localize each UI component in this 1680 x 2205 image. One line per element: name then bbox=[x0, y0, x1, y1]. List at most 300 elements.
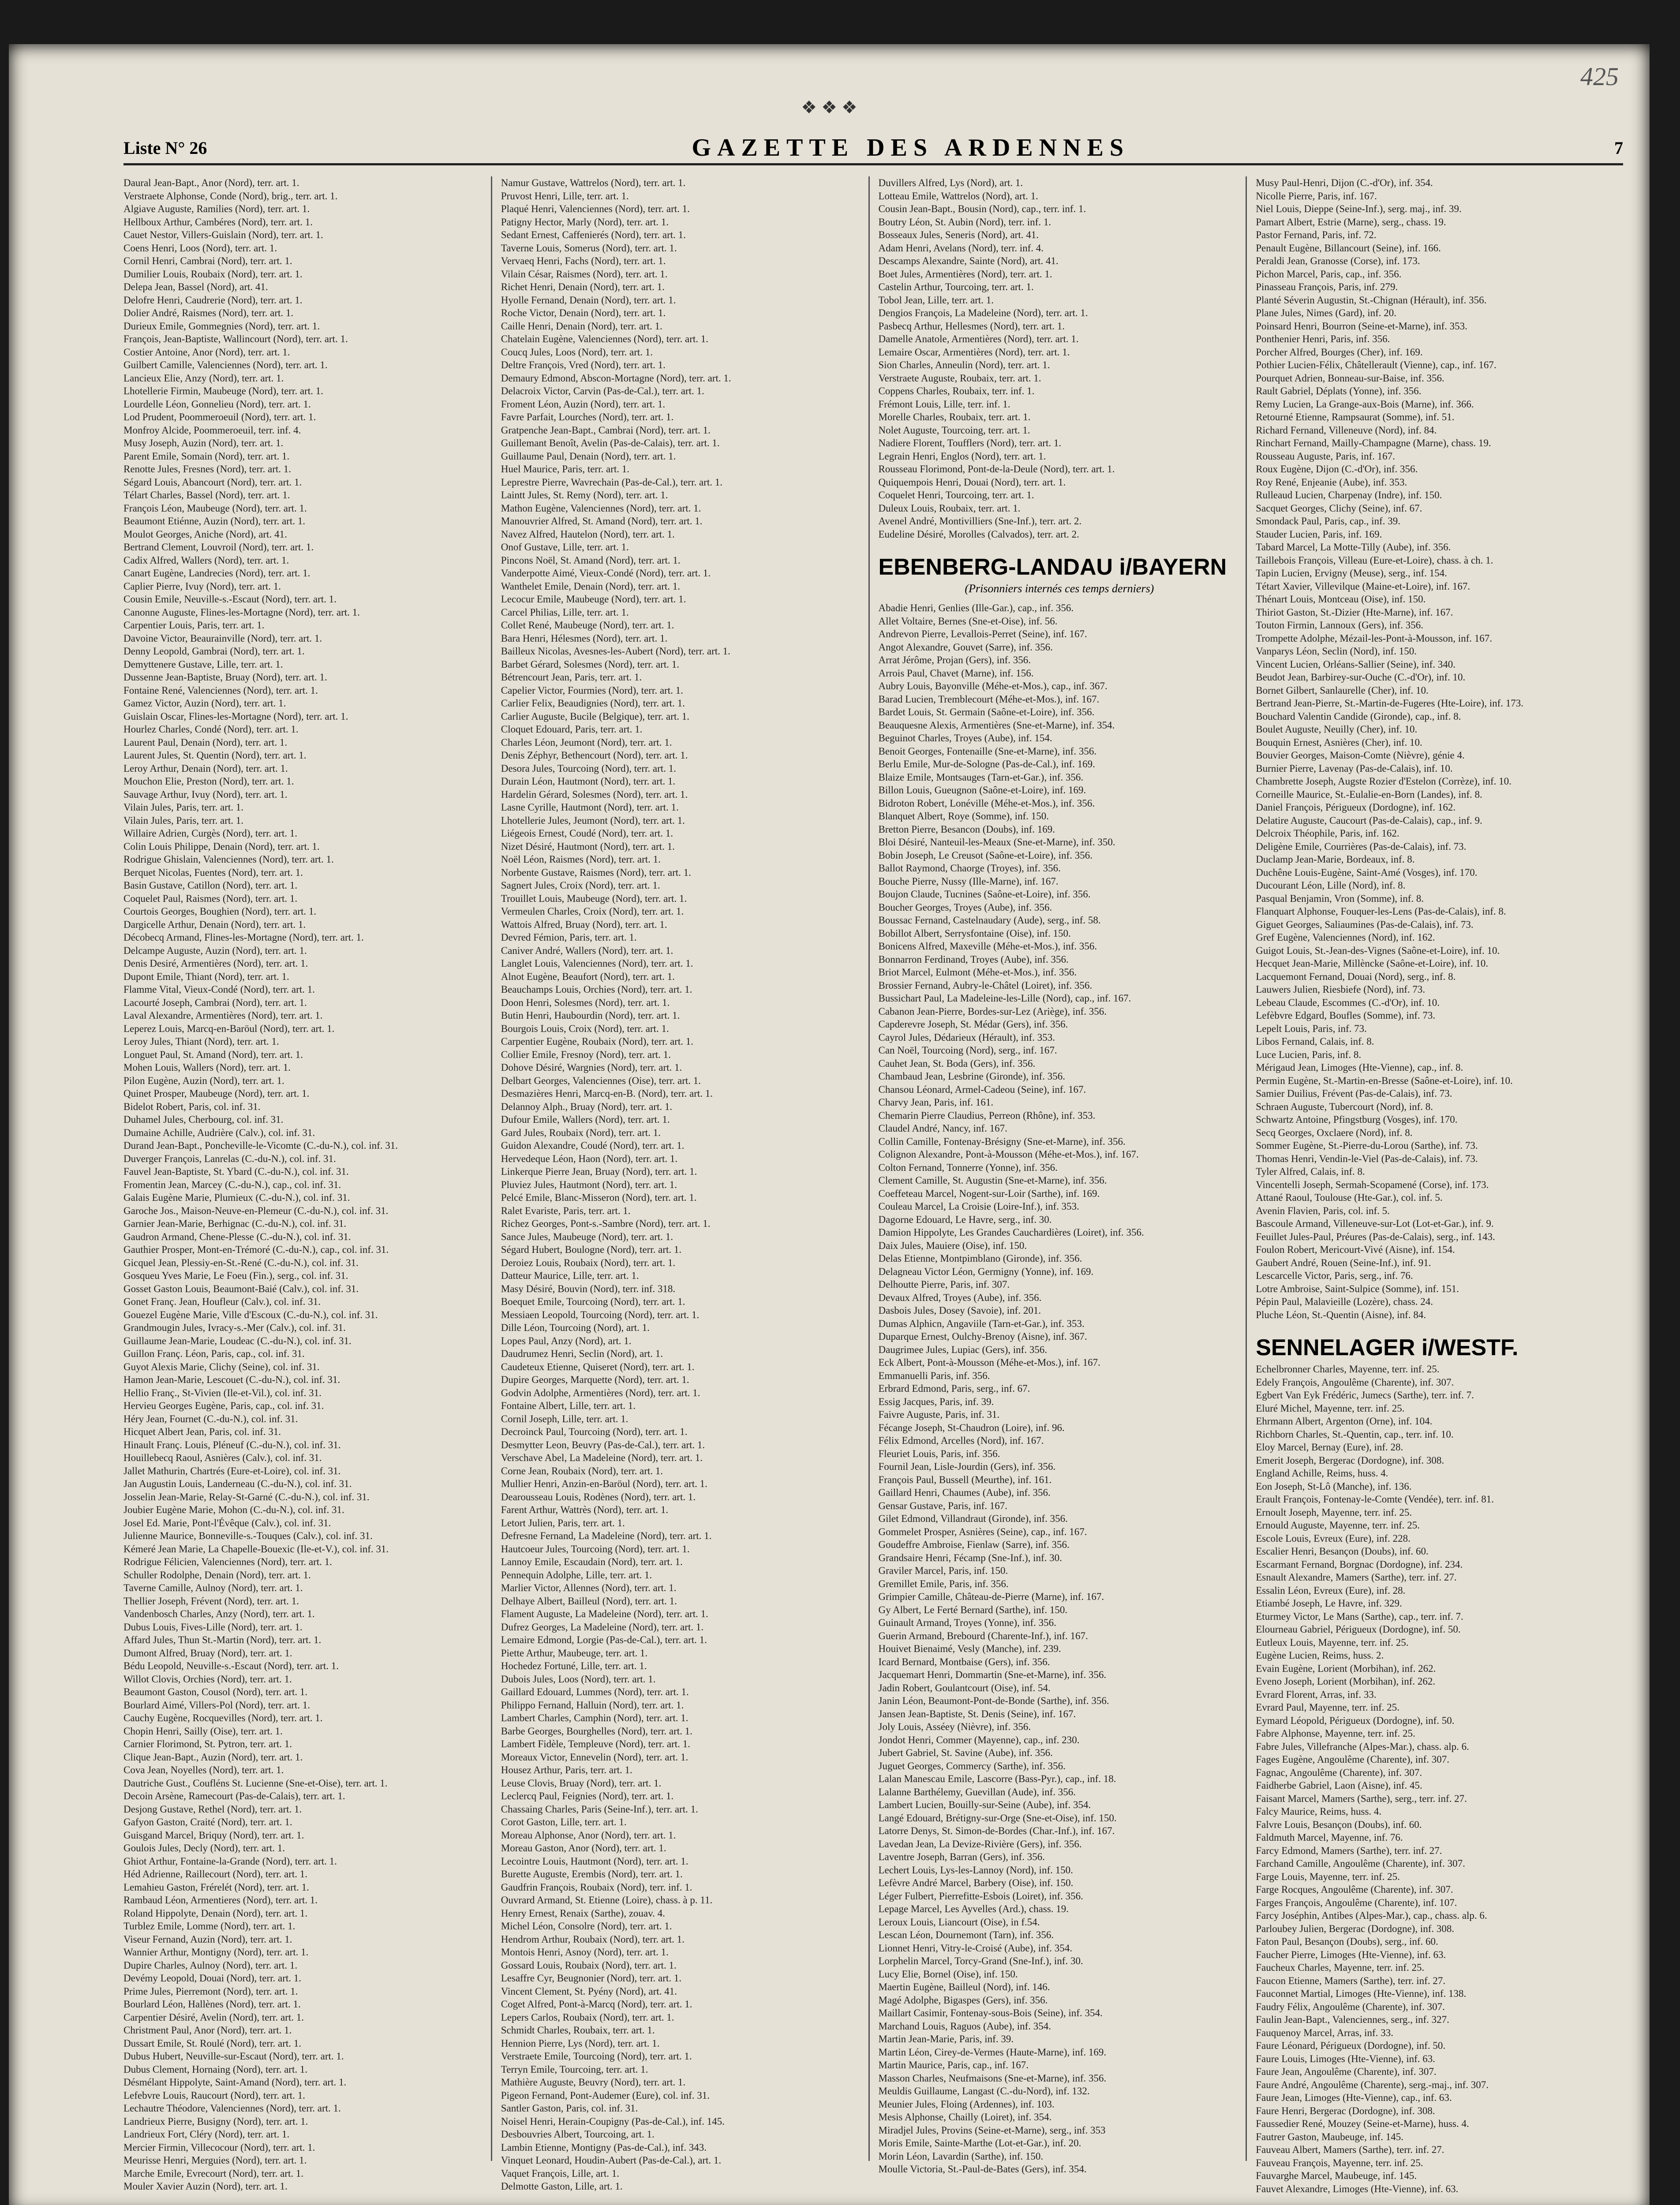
list-entry: Gosqueu Yves Marie, Le Foeu (Fin.), serg., col. inf. 31. bbox=[123, 1270, 348, 1281]
list-entry: Verstraete Auguste, Roubaix, terr. art. 1. bbox=[878, 372, 1041, 384]
list-entry: Norbente Gustave, Raismes (Nord), terr. art. 1. bbox=[501, 867, 691, 878]
list-entry: Can Noël, Tourcoing (Nord), serg., inf. 167. bbox=[878, 1045, 1057, 1056]
list-entry: Daniel François, Périgueux (Dordogne), inf. 162. bbox=[1256, 802, 1456, 813]
list-entry: Datteur Maurice, Lille, terr. art. 1. bbox=[501, 1270, 639, 1281]
list-entry: Hennion Pierre, Lys (Nord), terr. art. 1. bbox=[501, 2037, 660, 2049]
list-entry: Blanquet Albert, Roye (Somme), inf. 150. bbox=[878, 811, 1049, 822]
list-entry: Lopes Paul, Anzy (Nord), art. 1. bbox=[501, 1335, 632, 1346]
list-entry: Hecquet Jean-Marie, Millèncke (Saône-et-Loire), inf. 10. bbox=[1256, 958, 1489, 969]
list-entry: Angot Alexandre, Gouvet (Sarre), inf. 356. bbox=[878, 641, 1053, 653]
list-entry: Roy René, Enjeanie (Aube), inf. 353. bbox=[1256, 476, 1407, 488]
list-entry: Faulin Jean-Bapt., Valenciennes, serg., inf. 327. bbox=[1256, 2014, 1449, 2025]
list-entry: Delacroix Victor, Carvin (Pas-de-Cal.), terr. art. 1. bbox=[501, 385, 704, 396]
list-entry: Bonnarron Ferdinand, Troyes (Aube), inf. 356. bbox=[878, 953, 1069, 965]
list-entry: Durain Léon, Hautmont (Nord), terr. art. 1. bbox=[501, 776, 676, 787]
list-entry: Vilain Jules, Paris, terr. art. 1. bbox=[123, 802, 244, 813]
list-entry: Gicquel Jean, Plessiy-en-St.-René (C.-du-N.), col. inf. 31. bbox=[123, 1257, 359, 1268]
list-entry: Mullier Henri, Anzin-en-Baröul (Nord), terr. art. 1. bbox=[501, 1478, 707, 1489]
list-entry: Hervedeque Léon, Haon (Nord), terr. art. 1. bbox=[501, 1153, 678, 1164]
list-entry: Cayrol Jules, Dédarieux (Hérault), inf. 353. bbox=[878, 1031, 1055, 1043]
list-entry: Falvre Louis, Besançon (Doubs), inf. 60. bbox=[1256, 1819, 1422, 1830]
list-entry: Rambaud Léon, Armentieres (Nord), terr. art. 1. bbox=[123, 1895, 318, 1906]
list-entry: Cauet Nestor, Villers-Guislain (Nord), terr. art. 1. bbox=[123, 229, 323, 240]
list-entry: Delagneau Victor Léon, Germigny (Yonne), inf. 169. bbox=[878, 1266, 1094, 1277]
list-entry: Mérigaud Jean, Limoges (Hte-Vienne), cap., inf. 8. bbox=[1256, 1062, 1463, 1073]
list-entry: Goudeffre Ambroise, Fienlaw (Sarre), inf. 356. bbox=[878, 1539, 1070, 1550]
list-entry: Rodrigue Ghislain, Valenciennes (Nord), terr. art. 1. bbox=[123, 854, 334, 865]
list-entry: Caudeteux Etienne, Quiseret (Nord), terr. art. 1. bbox=[501, 1361, 695, 1372]
list-entry: Elourneau Gabriel, Périgueux (Dordogne), inf. 50. bbox=[1256, 1624, 1461, 1635]
list-entry: Faidherbe Gabriel, Laon (Aisne), inf. 45. bbox=[1256, 1780, 1422, 1791]
list-entry: Coens Henri, Loos (Nord), terr. art. 1. bbox=[123, 242, 277, 254]
list-entry: François Léon, Maubeuge (Nord), terr. art. 1. bbox=[123, 502, 307, 514]
list-entry: Mohen Louis, Wallers (Nord), terr. art. 1. bbox=[123, 1062, 291, 1073]
list-entry: Pichon Marcel, Paris, cap., inf. 356. bbox=[1256, 268, 1402, 280]
list-entry: Wattois Alfred, Bruay (Nord), terr. art. 1. bbox=[501, 919, 667, 930]
list-entry: Farchand Camille, Angoulême (Charente), inf. 307. bbox=[1256, 1858, 1465, 1869]
list-entry: Coquelet Paul, Raismes (Nord), terr. art. 1. bbox=[123, 893, 298, 904]
list-entry: Lepelt Louis, Paris, inf. 73. bbox=[1256, 1023, 1367, 1034]
list-entry: Emmanuelli Paris, inf. 356. bbox=[878, 1370, 990, 1381]
list-entry: Escarmant Fernand, Borgnac (Dordogne), inf. 234. bbox=[1256, 1558, 1463, 1570]
list-entry: Viseur Fernand, Auzin (Nord), terr. art. 1. bbox=[123, 1933, 292, 1945]
list-entry: Galais Eugène Marie, Plumieux (C.-du-N.), col. inf. 31. bbox=[123, 1192, 350, 1203]
list-entry: Capderevre Joseph, St. Médar (Gers), inf. 356. bbox=[878, 1019, 1068, 1030]
list-entry: Martin Jean-Marie, Paris, inf. 39. bbox=[878, 2033, 1014, 2044]
list-entry: Andrevon Pierre, Levallois-Perret (Seine), inf. 167. bbox=[878, 628, 1087, 639]
list-entry: Ghiot Arthur, Fontaine-la-Grande (Nord), terr. art. 1. bbox=[123, 1855, 337, 1867]
list-entry: Carpentier Louis, Paris, terr. art. 1. bbox=[123, 620, 265, 631]
list-entry: Poinsard Henri, Bourron (Seine-et-Marne), inf. 353. bbox=[1256, 320, 1467, 332]
list-entry: Pourquet Adrien, Bonneau-sur-Baise, inf. 356. bbox=[1256, 372, 1444, 384]
list-entry: Desjong Gustave, Rethel (Nord), terr. art. 1. bbox=[123, 1803, 302, 1815]
list-entry: Navez Alfred, Hautelon (Nord), terr. art. 1. bbox=[501, 528, 675, 540]
list-entry: Nadiere Florent, Toufflers (Nord), terr. art. 1. bbox=[878, 437, 1062, 448]
list-entry: Richard Fernand, Villeneuve (Nord), inf. 84. bbox=[1256, 424, 1437, 436]
list-entry: Eluré Michel, Mayenne, terr. inf. 25. bbox=[1256, 1402, 1405, 1414]
list-entry: Eloy Marcel, Bernay (Eure), inf. 28. bbox=[1256, 1442, 1403, 1453]
list-entry: Charvy Jean, Paris, inf. 161. bbox=[878, 1097, 994, 1108]
list-entry: Santler Gaston, Paris, col. inf. 31. bbox=[501, 2103, 638, 2114]
list-entry: Coget Alfred, Pont-à-Marcq (Nord), terr. art. 1. bbox=[501, 1999, 692, 2010]
list-entry: Philippo Fernand, Halluin (Nord), terr. art. 1. bbox=[501, 1699, 684, 1711]
list-entry: Bornet Gilbert, Sanlaurelle (Cher), inf. 10. bbox=[1256, 684, 1429, 696]
list-entry: Lescan Léon, Dournemont (Tarn), inf. 356. bbox=[878, 1929, 1054, 1940]
list-entry: Hyolle Fernand, Denain (Nord), terr. art. 1. bbox=[501, 294, 676, 306]
list-entry: Pépin Paul, Malavieille (Lozère), chass. 24. bbox=[1256, 1296, 1433, 1307]
list-entry: Grandsaire Henri, Fécamp (Sne-Inf.), inf. 30. bbox=[878, 1552, 1062, 1563]
list-entry: Guinault Armand, Troyes (Yonne), inf. 356. bbox=[878, 1617, 1056, 1628]
list-entry: Lod Prudent, Poommeroeuil (Nord), terr. art. 1. bbox=[123, 411, 316, 422]
list-entry: Fauquenoy Marcel, Arras, inf. 33. bbox=[1256, 2027, 1393, 2038]
list-entry: Housez Arthur, Paris, terr. art. 1. bbox=[501, 1764, 632, 1775]
list-entry: Ernoult Joseph, Mayenne, terr. inf. 25. bbox=[1256, 1506, 1412, 1518]
list-entry: Bidelot Robert, Paris, col. inf. 31. bbox=[123, 1101, 261, 1112]
list-entry: Beaumont Etiénne, Auzin (Nord), terr. art. 1. bbox=[123, 516, 305, 527]
list-entry: Adam Henri, Avelans (Nord), terr. inf. 4. bbox=[878, 242, 1044, 254]
list-entry: Fauveau Albert, Mamers (Sarthe), terr. inf. 27. bbox=[1256, 2144, 1444, 2155]
list-entry: Beauquesne Alexis, Armentières (Sne-et-Marne), inf. 354. bbox=[878, 719, 1115, 731]
list-entry: Fabre Alphonse, Mayenne, terr. inf. 25. bbox=[1256, 1728, 1415, 1739]
column-3 bbox=[878, 176, 1247, 2175]
section-subtitle: (Prisonniers internés ces temps derniers) bbox=[965, 582, 1154, 595]
list-entry: Faure Henri, Bergerac (Dordogne), inf. 308. bbox=[1256, 2105, 1435, 2116]
list-entry: Carlier Auguste, Bucile (Belgique), terr. art. 1. bbox=[501, 710, 690, 722]
list-entry: Nolet Auguste, Tourcoing, terr. art. 1. bbox=[878, 424, 1030, 436]
list-entry: Houivet Bienaimé, Vesly (Manche), inf. 239. bbox=[878, 1643, 1061, 1654]
list-entry: Barbe Georges, Bourghelles (Nord), terr. art. 1. bbox=[501, 1725, 692, 1737]
list-entry: Chemarin Pierre Claudius, Perreon (Rhône), inf. 353. bbox=[878, 1110, 1096, 1121]
list-entry: Fontaine Albert, Lille, terr. art. 1. bbox=[501, 1400, 636, 1411]
list-entry: Bosseaux Jules, Seneris (Nord), art. 41. bbox=[878, 229, 1039, 240]
list-entry: Duhamel Jules, Cherbourg, col. inf. 31. bbox=[123, 1114, 284, 1125]
list-entry: Jacquemart Henri, Dommartin (Sne-et-Marne), inf. 356. bbox=[878, 1669, 1107, 1680]
list-entry: Sedant Ernest, Caffenierés (Nord), terr. art. 1. bbox=[501, 229, 686, 240]
list-entry: Couleau Marcel, La Croisie (Loire-Inf.), inf. 353. bbox=[878, 1201, 1079, 1212]
list-entry: Faure André, Angoulême (Charente), serg.-maj., inf. 307. bbox=[1256, 2079, 1489, 2090]
list-entry: Décobecq Armand, Flines-les-Mortagne (Nord), terr. art. 1. bbox=[123, 932, 364, 943]
list-entry: Escalier Henri, Besançon (Doubs), inf. 60. bbox=[1256, 1546, 1429, 1557]
list-entry: Moris Emile, Sainte-Marthe (Lot-et-Gar.), inf. 20. bbox=[878, 2138, 1081, 2149]
list-entry: Egbert Van Eyk Frédéric, Jumecs (Sarthe), terr. inf. 7. bbox=[1256, 1390, 1474, 1401]
list-entry: Schmidt Charles, Roubaix, terr. art. 1. bbox=[501, 2025, 655, 2036]
list-entry: Gaubert André, Rouen (Seine-Inf.), inf. 91. bbox=[1256, 1257, 1431, 1268]
list-entry: Lefèbvre Edgard, Boufles (Somme), inf. 73. bbox=[1256, 1010, 1436, 1021]
list-entry: Ouvrard Armand, St. Etienne (Loire), chass. à p. 11. bbox=[501, 1895, 713, 1906]
list-entry: Héd Adrienne, Raillecourt (Nord), terr. art. 1. bbox=[123, 1869, 308, 1880]
list-entry: Faure Léonard, Périgueux (Dordogne), inf. 50. bbox=[1256, 2040, 1446, 2051]
list-entry: Parent Emile, Somain (Nord), terr. art. 1. bbox=[123, 450, 290, 462]
list-entry: Schwartz Antoine, Pfingstburg (Vosges), inf. 170. bbox=[1256, 1114, 1458, 1125]
list-entry: Daudrumez Henri, Seclin (Nord), art. 1. bbox=[501, 1348, 663, 1359]
list-entry: Echelbronner Charles, Mayenne, terr. inf. 25. bbox=[1256, 1364, 1440, 1375]
list-entry: Vermeulen Charles, Croix (Nord), terr. art. 1. bbox=[501, 906, 684, 917]
list-entry: Sance Jules, Maubeuge (Nord), terr. art. 1. bbox=[501, 1231, 673, 1242]
list-entry: Thénart Louis, Montceau (Oise), inf. 150. bbox=[1256, 594, 1426, 605]
list-entry: Bouchard Valentin Candide (Gironde), cap., inf. 8. bbox=[1256, 710, 1461, 722]
list-entry: Mercier Firmin, Villecocour (Nord), terr. art. 1. bbox=[123, 2141, 315, 2153]
list-entry: Fabre Jules, Villefranche (Alpes-Mar.), chass. alp. 6. bbox=[1256, 1741, 1469, 1752]
list-entry: Pamart Albert, Estrie (Marne), serg., chass. 19. bbox=[1256, 216, 1446, 228]
list-entry: Bourlard Léon, Hallènes (Nord), terr. art. 1. bbox=[123, 1999, 301, 2010]
list-entry: Deltre François, Vred (Nord), terr. art. 1. bbox=[501, 359, 666, 370]
list-entry: Langé Edouard, Brétigny-sur-Orge (Sne-et-Oise), inf. 150. bbox=[878, 1812, 1117, 1824]
list-entry: Dupont Emile, Thiant (Nord), terr. art. 1. bbox=[123, 971, 289, 982]
list-entry: Morelle Charles, Roubaix, terr. art. 1. bbox=[878, 411, 1031, 422]
list-entry: Félix Edmond, Arcelles (Nord), inf. 167. bbox=[878, 1435, 1044, 1446]
list-entry: Luce Lucien, Paris, inf. 8. bbox=[1256, 1049, 1362, 1060]
list-entry: Faldmuth Marcel, Mayenne, inf. 76. bbox=[1256, 1832, 1403, 1843]
list-entry: Guislain Oscar, Flines-les-Mortagne (Nord), terr. art. 1. bbox=[123, 710, 348, 722]
list-entry: Willot Clovis, Orchies (Nord), terr. art. 1. bbox=[123, 1673, 292, 1685]
list-entry: Eon Joseph, St-Lô (Manche), inf. 136. bbox=[1256, 1480, 1412, 1492]
list-entry: Vilain Jules, Paris, terr. art. 1. bbox=[123, 815, 244, 826]
list-entry: Bourlard Aimé, Villers-Pol (Nord), terr. art. 1. bbox=[123, 1699, 310, 1711]
list-entry: Fournil Jean, Lisle-Jourdin (Gers), inf. 356. bbox=[878, 1461, 1056, 1472]
list-entry: Joubier Eugène Marie, Mohon (C.-du-N.), col. inf. 31. bbox=[123, 1504, 344, 1515]
list-entry: Vervaeq Henri, Fachs (Nord), terr. art. 1. bbox=[501, 255, 666, 266]
list-entry: Lalanne Barthélemy, Guevillan (Aude), inf. 356. bbox=[878, 1786, 1076, 1798]
list-entry: Grimpier Camille, Château-de-Pierre (Marne), inf. 167. bbox=[878, 1591, 1104, 1602]
list-entry: Grandmougin Jules, Ivracy-s.-Mer (Calv.), col. inf. 31. bbox=[123, 1322, 346, 1333]
list-entry: Billon Louis, Gueugnon (Saône-et-Loire), inf. 169. bbox=[878, 785, 1086, 796]
list-entry: Lhotellerie Firmin, Maubeuge (Nord), terr. art. 1. bbox=[123, 385, 323, 396]
list-entry: Boucher Georges, Troyes (Aube), inf. 356. bbox=[878, 901, 1052, 913]
list-entry: Martin Léon, Cirey-de-Vermes (Haute-Marne), inf. 169. bbox=[878, 2046, 1107, 2058]
list-entry: François, Jean-Baptiste, Wallincourt (Nord), terr. art. 1. bbox=[123, 333, 348, 344]
list-entry: Julienne Maurice, Bonneville-s.-Touques (Calv.), col. inf. 31. bbox=[123, 1530, 373, 1541]
list-entry: Lauwers Julien, Riesbiefe (Nord), inf. 73. bbox=[1256, 984, 1426, 995]
column-2 bbox=[501, 176, 870, 2192]
list-entry: Lecointre Louis, Hautmont (Nord), terr. art. 1. bbox=[501, 1855, 688, 1867]
list-entry: Gossard Louis, Roubaix (Nord), terr. art. 1. bbox=[501, 1959, 677, 1971]
column-4 bbox=[1256, 176, 1623, 2194]
list-entry: Josel Ed. Marie, Pont-l'Évêque (Calv.), col. inf. 31. bbox=[123, 1517, 331, 1529]
list-entry: Hellio Franç., St-Vivien (Ile-et-Vil.), col. inf. 31. bbox=[123, 1387, 322, 1398]
list-entry: Eturmey Victor, Le Mans (Sarthe), cap., terr. inf. 7. bbox=[1256, 1611, 1463, 1622]
list-entry: Farge Rocques, Angoulême (Charente), inf. 307. bbox=[1256, 1884, 1453, 1895]
list-entry: Faucon Etienne, Mamers (Sarthe), terr. inf. 27. bbox=[1256, 1975, 1446, 1986]
list-entry: Jondot Henri, Commer (Mayenne), cap., inf. 230. bbox=[878, 1734, 1080, 1745]
list-entry: Dautriche Gust., Coufléns St. Lucienne (Sne-et-Oise), terr. art. 1. bbox=[123, 1777, 388, 1789]
list-entry: Télart Charles, Bassel (Nord), terr. art. 1. bbox=[123, 490, 290, 501]
list-entry: Héry Jean, Fournet (C.-du-N.), col. inf. 31. bbox=[123, 1413, 298, 1424]
list-entry: Ponthenier Henri, Paris, inf. 356. bbox=[1256, 333, 1390, 344]
list-entry: Dargicelle Arthur, Denain (Nord), terr. art. 1. bbox=[123, 919, 306, 930]
list-entry: Bara Henri, Hélesmes (Nord), terr. art. 1. bbox=[501, 632, 668, 644]
list-entry: Fromentin Jean, Marcey (C.-du-N.), cap., col. inf. 31. bbox=[123, 1179, 341, 1190]
masthead bbox=[123, 132, 1623, 165]
list-entry: Icard Bernard, Montbaise (Gers), inf. 356. bbox=[878, 1656, 1050, 1667]
list-entry: Dussart Emile, St. Roulé (Nord), terr. art. 1. bbox=[123, 2037, 302, 2049]
list-entry: Trouillet Louis, Maubeuge (Nord), terr. art. 1. bbox=[501, 893, 687, 904]
list-entry: Colin Louis Philippe, Denain (Nord), terr. art. 1. bbox=[123, 841, 320, 852]
list-entry: Evrard Paul, Mayenne, terr. inf. 25. bbox=[1256, 1702, 1399, 1713]
list-entry: Foulon Robert, Mericourt-Vivé (Aisne), inf. 154. bbox=[1256, 1244, 1455, 1255]
list-entry: Roux Eugène, Dijon (C.-d'Or), inf. 356. bbox=[1256, 463, 1418, 475]
list-entry: Sacquet Georges, Clichy (Seine), inf. 67. bbox=[1256, 502, 1422, 514]
list-entry: Hinault Franç. Louis, Pléneuf (C.-du-N.), col. inf. 31. bbox=[123, 1439, 341, 1450]
list-entry: Lemaire Oscar, Armentières (Nord), terr. art. 1. bbox=[878, 346, 1070, 358]
list-entry: Courtois Georges, Boughien (Nord), terr. art. 1. bbox=[123, 906, 317, 917]
list-entry: Decoin Arsène, Ramecourt (Pas-de-Calais), terr. art. 1. bbox=[123, 1790, 345, 1801]
list-entry: Denny Leopold, Gambrai (Nord), terr. art. 1. bbox=[123, 646, 305, 657]
list-entry: Bussichart Paul, La Madeleine-les-Lille (Nord), cap., inf. 167. bbox=[878, 993, 1131, 1004]
list-entry: Duparque Ernest, Oulchy-Brenoy (Aisne), inf. 367. bbox=[878, 1331, 1087, 1342]
list-entry: Jadin Robert, Goulantcourt (Oise), inf. 54. bbox=[878, 1682, 1051, 1693]
list-entry: Rousseau Florimond, Pont-de-la-Deule (Nord), terr. art. 1. bbox=[878, 463, 1115, 475]
list-entry: Clique Jean-Bapt., Auzin (Nord), terr. art. 1. bbox=[123, 1751, 303, 1763]
page-number: 7 bbox=[1614, 138, 1623, 158]
list-entry: Peraldi Jean, Granosse (Corse), inf. 173. bbox=[1256, 255, 1420, 266]
list-entry: Favre Parfait, Lourches (Nord), terr. art. 1. bbox=[501, 411, 674, 422]
list-entry: Samier Duilius, Frévent (Pas-de-Calais), inf. 73. bbox=[1256, 1088, 1452, 1099]
list-entry: Pilon Eugène, Auzin (Nord), terr. art. 1. bbox=[123, 1075, 284, 1086]
list-entry: Etiambé Joseph, Le Havre, inf. 329. bbox=[1256, 1598, 1402, 1609]
list-entry: Bretton Pierre, Besancon (Doubs), inf. 169. bbox=[878, 823, 1055, 835]
list-entry: Lacquemont Fernand, Douai (Nord), serg., inf. 8. bbox=[1256, 971, 1456, 982]
list-entry: Doon Henri, Solesmes (Nord), terr. art. 1. bbox=[501, 997, 670, 1008]
list-entry: Lepage Marcel, Les Ayvelles (Ard.), chass. 19. bbox=[878, 1903, 1069, 1914]
list-entry: Musy Paul-Henri, Dijon (C.-d'Or), inf. 354. bbox=[1256, 177, 1433, 188]
list-entry: Fagnac, Angoulême (Charente), inf. 307. bbox=[1256, 1767, 1422, 1778]
list-entry: Devaux Alfred, Troyes (Aube), inf. 356. bbox=[878, 1292, 1042, 1303]
list-entry: Quiquempois Henri, Douai (Nord), terr. art. 1. bbox=[878, 476, 1066, 488]
list-entry: Deligène Emile, Courrières (Pas-de-Calais), inf. 73. bbox=[1256, 841, 1467, 852]
list-entry: Jallet Mathurin, Chartrés (Eure-et-Loire), col. inf. 31. bbox=[123, 1465, 341, 1476]
list-entry: Boutry Léon, St. Aubin (Nord), terr. inf. 1. bbox=[878, 216, 1051, 228]
list-entry: Piette Arthur, Maubeuge, terr. art. 1. bbox=[501, 1647, 648, 1659]
list-entry: Guerin Armand, Brebourd (Charente-Inf.), inf. 167. bbox=[878, 1630, 1088, 1641]
list-entry: Faussedier René, Mouzey (Seine-et-Marne), huss. 4. bbox=[1256, 2118, 1469, 2129]
list-entry: Lasne Cyrille, Hautmont (Nord), terr. art. 1. bbox=[501, 802, 679, 813]
list-entry: Durieux Emile, Gommegnies (Nord), terr. art. 1. bbox=[123, 320, 320, 332]
list-entry: Delbart Georges, Valenciennes (Oise), terr. art. 1. bbox=[501, 1075, 701, 1086]
list-entry: Langlet Louis, Valenciennes (Nord), terr. art. 1. bbox=[501, 958, 693, 969]
list-entry: Defresne Fernand, La Madeleine (Nord), terr. art. 1. bbox=[501, 1530, 712, 1541]
list-entry: Lotteau Emile, Wattrelos (Nord), art. 1. bbox=[878, 190, 1038, 202]
list-entry: Niel Louis, Dieppe (Seine-Inf.), serg. maj., inf. 39. bbox=[1256, 203, 1462, 214]
list-entry: Lefèvre André Marcel, Barbery (Oise), inf. 150. bbox=[878, 1877, 1074, 1888]
list-entry: Gosset Gaston Louis, Beaumont-Baié (Calv.), col. inf. 31. bbox=[123, 1283, 359, 1294]
list-entry: Guilbert Camille, Valenciennes (Nord), terr. art. 1. bbox=[123, 359, 328, 370]
list-entry: Carpentier Désiré, Avelin (Nord), terr. art. 1. bbox=[123, 2011, 304, 2023]
list-entry: Cousin Emile, Neuville-s.-Escaut (Nord), terr. art. 1. bbox=[123, 594, 337, 605]
list-entry: Dubus Clement, Hornaing (Nord), terr. art. 1. bbox=[123, 2063, 308, 2075]
list-entry: Dupire Charles, Aulnoy (Nord), terr. art. 1. bbox=[123, 1959, 298, 1971]
list-entry: Bardet Louis, St. Germain (Saône-et-Loire), inf. 356. bbox=[878, 706, 1095, 718]
list-entry: Smondack Paul, Paris, cap., inf. 39. bbox=[1256, 516, 1400, 527]
list-entry: Flament Auguste, La Madeleine (Nord), terr. art. 1. bbox=[501, 1608, 708, 1619]
list-entry: Tobol Jean, Lille, terr. art. 1. bbox=[878, 294, 994, 306]
list-entry: Chambaud Jean, Lesbrine (Gironde), inf. 356. bbox=[878, 1071, 1065, 1082]
list-entry: Lemaire Edmond, Lorgie (Pas-de-Cal.), terr. art. 1. bbox=[501, 1634, 707, 1645]
list-entry: Dearousseau Louis, Rodènes (Nord), terr. art. 1. bbox=[501, 1491, 696, 1502]
list-entry: Namur Gustave, Wattrelos (Nord), terr. art. 1. bbox=[501, 177, 686, 188]
list-entry: Bidroton Robert, Lonéville (Méhe-et-Mos.), inf. 356. bbox=[878, 797, 1095, 809]
list-entry: Pennequin Adolphe, Lille, terr. art. 1. bbox=[501, 1569, 652, 1581]
list-entry: Garoche Jos., Maison-Neuve-en-Plemeur (C.-du-N.), col. inf. 31. bbox=[123, 1205, 389, 1216]
list-entry: Bascoule Armand, Villeneuve-sur-Lot (Lot-et-Gar.), inf. 9. bbox=[1256, 1218, 1494, 1229]
list-entry: Sagnert Jules, Croix (Nord), terr. art. 1. bbox=[501, 880, 660, 891]
list-entry: Delcampe Auguste, Auzin (Nord), terr. art. 1. bbox=[123, 945, 307, 956]
list-entry: Quinet Prosper, Maubeuge (Nord), terr. art. 1. bbox=[123, 1088, 310, 1099]
list-entry: Juguet Georges, Commercy (Sarthe), inf. 356. bbox=[878, 1760, 1066, 1771]
list-entry: Leprestre Pierre, Wavrechain (Pas-de-Cal.), terr. art. 1. bbox=[501, 476, 722, 488]
list-entry: Laventre Joseph, Barran (Gers), inf. 356. bbox=[878, 1851, 1045, 1862]
list-entry: Gamez Victor, Auzin (Nord), terr. art. 1. bbox=[123, 698, 286, 709]
list-entry: Fages Eugène, Angoulême (Charente), inf. 307. bbox=[1256, 1754, 1450, 1765]
list-entry: Pruvost Henri, Lille, terr. art. 1. bbox=[501, 190, 629, 202]
list-entry: Beudot Jean, Barbirey-sur-Ouche (C.-d'Or), inf. 10. bbox=[1256, 672, 1466, 683]
list-entry: Chassaing Charles, Paris (Seine-Inf.), terr. art. 1. bbox=[501, 1803, 698, 1815]
list-entry: Dubus Hubert, Neuville-sur-Escaut (Nord), terr. art. 1. bbox=[123, 2051, 344, 2062]
list-entry: Gaillard Edouard, Lummes (Nord), terr. art. 1. bbox=[501, 1686, 689, 1697]
list-entry: Gauthier Prosper, Mont-en-Trémoré (C.-du-N.), cap., col. inf. 31. bbox=[123, 1244, 389, 1255]
list-entry: Ducourant Léon, Lille (Nord), inf. 8. bbox=[1256, 880, 1406, 891]
list-entry: Nicolle Pierre, Paris, inf. 167. bbox=[1256, 190, 1377, 202]
list-entry: Guillaume Jean-Marie, Loudeac (C.-du-N.), col. inf. 31. bbox=[123, 1335, 352, 1346]
list-entry: Boujon Claude, Tucnines (Saône-et-Loire), inf. 356. bbox=[878, 889, 1091, 900]
list-entry: Castelin Arthur, Tourcoing, terr. art. 1. bbox=[878, 281, 1034, 292]
list-entry: Dufour Emile, Wallers (Nord), terr. art. 1. bbox=[501, 1114, 670, 1125]
list-entry: Roland Hippolyte, Denain (Nord), terr. art. 1. bbox=[123, 1907, 308, 1919]
list-entry: Daugrimee Jules, Lupiac (Gers), inf. 356. bbox=[878, 1344, 1048, 1355]
list-entry: Gouezel Eugène Marie, Ville d'Escoux (C.-du-N.), col. inf. 31. bbox=[123, 1309, 378, 1320]
list-entry: Landrieux Fort, Cléry (Nord), terr. art. 1. bbox=[123, 2129, 290, 2140]
list-entry: Feuillet Jules-Paul, Préures (Pas-de-Calais), serg., inf. 143. bbox=[1256, 1231, 1495, 1242]
list-entry: Ralet Evariste, Paris, terr. art. 1. bbox=[501, 1205, 631, 1216]
list-entry: Lambert Fidèle, Templeuve (Nord), terr. art. 1. bbox=[501, 1738, 690, 1749]
list-entry: Remy Lucien, La Grange-aux-Bois (Marne), inf. 366. bbox=[1256, 398, 1474, 410]
list-entry: Vincentelli Joseph, Sermah-Scopamené (Corse), inf. 173. bbox=[1256, 1179, 1489, 1190]
list-entry: Gard Jules, Roubaix (Nord), terr. art. 1. bbox=[501, 1127, 661, 1138]
list-entry: Dolier André, Raismes (Nord), terr. art. 1. bbox=[123, 307, 294, 318]
list-entry: Lechautre Théodore, Valenciennes (Nord), terr. art. 1. bbox=[123, 2103, 341, 2114]
list-entry: Delepa Jean, Bassel (Nord), art. 41. bbox=[123, 281, 268, 292]
list-entry: Eck Albert, Pont-à-Mousson (Méhe-et-Mos.), inf. 167. bbox=[878, 1357, 1100, 1368]
list-entry: Dagorne Edouard, Le Havre, serg., inf. 30. bbox=[878, 1214, 1052, 1225]
list-entry: Duleux Louis, Roubaix, terr. art. 1. bbox=[878, 502, 1021, 514]
list-entry: Fontaine René, Valenciennes (Nord), terr. art. 1. bbox=[123, 684, 318, 696]
list-entry: Faisant Marcel, Mamers (Sarthe), serg., terr. inf. 27. bbox=[1256, 1793, 1467, 1804]
list-entry: Jubert Gabriel, St. Savine (Aube), inf. 356. bbox=[878, 1747, 1053, 1758]
list-entry: Cornil Joseph, Lille, terr. art. 1. bbox=[501, 1413, 629, 1424]
list-entry: Léger Fulbert, Pierrefitte-Esbois (Loiret), inf. 356. bbox=[878, 1890, 1083, 1902]
list-entry: Longuet Paul, St. Amand (Nord), terr. art. 1. bbox=[123, 1049, 303, 1060]
list-entry: Godvin Adolphe, Armentières (Nord), terr. art. 1. bbox=[501, 1387, 700, 1398]
list-entry: Carnier Florimond, St. Pytron, terr. art. 1. bbox=[123, 1738, 292, 1749]
list-entry: Noisel Henri, Herain-Coupigny (Pas-de-Cal.), inf. 145. bbox=[501, 2115, 725, 2127]
list-entry: Aubry Louis, Bayonville (Méhe-et-Mos.), cap., inf. 367. bbox=[878, 680, 1108, 691]
list-entry: Libos Fernand, Calais, inf. 8. bbox=[1256, 1036, 1374, 1047]
list-entry: Landrieux Pierre, Busigny (Nord), terr. art. 1. bbox=[123, 2115, 308, 2127]
list-entry: Farge Louis, Mayenne, terr. inf. 25. bbox=[1256, 1871, 1400, 1882]
list-entry: Guigot Louis, St.-Jean-des-Vignes (Saône-et-Loire), inf. 10. bbox=[1256, 945, 1500, 956]
list-entry: Lionnet Henri, Vitry-le-Croisé (Aube), inf. 354. bbox=[878, 1942, 1073, 1954]
list-entry: Devémy Leopold, Douai (Nord), terr. art. 1. bbox=[123, 1973, 302, 1984]
list-entry: Guillaume Paul, Denain (Nord), terr. art. 1. bbox=[501, 450, 676, 462]
list-entry: Evrard Florent, Arras, inf. 33. bbox=[1256, 1689, 1377, 1700]
list-entry: Erault François, Fontenay-le-Comte (Vendée), terr. inf. 81. bbox=[1256, 1494, 1494, 1505]
list-entry: Monfroy Alcide, Poommeroeuil, terr. inf. 4. bbox=[123, 424, 301, 436]
list-entry: Fleuriet Louis, Paris, inf. 356. bbox=[878, 1448, 1000, 1459]
list-entry: Daural Jean-Bapt., Anor (Nord), terr. art. 1. bbox=[123, 177, 299, 188]
columns-container bbox=[123, 176, 1623, 2194]
list-entry: Delmotte Gaston, Lille, art. 1. bbox=[501, 2181, 623, 2192]
list-entry: Guillon Franç. Léon, Paris, cap., col. inf. 31. bbox=[123, 1348, 305, 1359]
list-entry: Vincent Lucien, Orléans-Sallier (Seine), inf. 340. bbox=[1256, 658, 1456, 670]
list-entry: Dohove Désiré, Wargnies (Nord), terr. art. 1. bbox=[501, 1062, 682, 1073]
list-entry: Moulle Victoria, St.-Paul-de-Bates (Gers), inf. 354. bbox=[878, 2164, 1087, 2175]
list-entry: Dussenne Jean-Baptiste, Bruay (Nord), terr. art. 1. bbox=[123, 672, 327, 683]
newspaper-page-scan bbox=[9, 44, 1650, 2205]
list-entry: Onof Gustave, Lille, terr. art. 1. bbox=[501, 542, 629, 553]
list-entry: Fautrer Gaston, Maubeuge, inf. 145. bbox=[1256, 2131, 1403, 2142]
list-entry: Gonet Franç. Jean, Houfleur (Calv.), col. inf. 31. bbox=[123, 1296, 321, 1307]
list-entry: Laintt Jules, St. Remy (Nord), terr. art. 1. bbox=[501, 490, 668, 501]
list-entry: Janin Léon, Beaumont-Pont-de-Bonde (Sarthe), inf. 356. bbox=[878, 1695, 1109, 1706]
list-entry: Cabanon Jean-Pierre, Bordes-sur-Lez (Ariège), inf. 356. bbox=[878, 1005, 1107, 1017]
list-entry: Willaire Adrien, Curgès (Nord), terr. art. 1. bbox=[123, 828, 298, 839]
list-entry: Masy Désiré, Bouvin (Nord), terr. inf. 318. bbox=[501, 1283, 676, 1294]
newspaper-title: GAZETTE DES ARDENNES bbox=[692, 134, 1130, 161]
list-entry: Evain Eugène, Lorient (Morbihan), inf. 262. bbox=[1256, 1663, 1436, 1674]
list-entry: Prime Jules, Pierremont (Nord), terr. art. 1. bbox=[123, 1985, 298, 1997]
list-entry: Caplier Pierre, Ivuy (Nord), terr. art. 1. bbox=[123, 580, 281, 592]
list-entry: Lambert Charles, Camphin (Nord), terr. art. 1. bbox=[501, 1712, 688, 1723]
list-entry: Porcher Alfred, Bourges (Cher), inf. 169. bbox=[1256, 346, 1423, 358]
